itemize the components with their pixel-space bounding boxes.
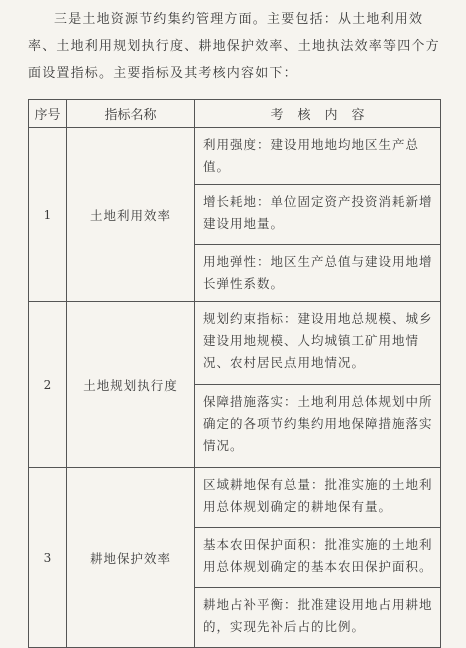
intro-paragraph: 三是土地资源节约集约管理方面。主要包括：从土地利用效率、土地利用规划执行度、耕地保护效率、土地执法效率等四个方面设置指标。主要指标及其考核内容如下： (28, 12, 440, 81)
assessment-item: 规划约束指标：建设用地总规模、城乡建设用地规模、人均城镇工矿用地情况、农村居民点用地情况。 (195, 302, 441, 385)
assessment-item: 基本农田保护面积：批准实施的土地利用总体规划确定的基本农田保护面积。 (195, 528, 441, 588)
table-row (29, 468, 441, 528)
indicator-name: 土地规划执行度 (67, 302, 195, 468)
table-row (29, 302, 441, 385)
table-header-row (29, 100, 441, 128)
assessment-item: 区域耕地保有总量：批准实施的土地利用总体规划确定的耕地保有量。 (195, 468, 441, 528)
indicator-table (28, 99, 441, 648)
indicator-name: 土地利用效率 (67, 128, 195, 302)
header-assessment-content: 考核内容 (195, 100, 441, 128)
row-index: 2 (29, 302, 67, 468)
row-index: 1 (29, 128, 67, 302)
table-row (29, 128, 441, 185)
header-indicator-name: 指标名称 (67, 100, 195, 128)
assessment-item: 利用强度：建设用地地均地区生产总值。 (195, 128, 441, 185)
assessment-item: 保障措施落实：土地利用总体规划中所确定的各项节约集约用地保障措施落实情况。 (195, 385, 441, 468)
assessment-item: 增长耗地：单位固定资产投资消耗新增建设用地量。 (195, 185, 441, 245)
assessment-item: 用地弹性：地区生产总值与建设用地增长弹性系数。 (195, 245, 441, 302)
assessment-item: 耕地占补平衡：批准建设用地占用耕地的，实现先补后占的比例。 (195, 588, 441, 648)
row-index: 3 (29, 468, 67, 648)
indicator-name: 耕地保护效率 (67, 468, 195, 648)
header-index: 序号 (29, 100, 67, 128)
